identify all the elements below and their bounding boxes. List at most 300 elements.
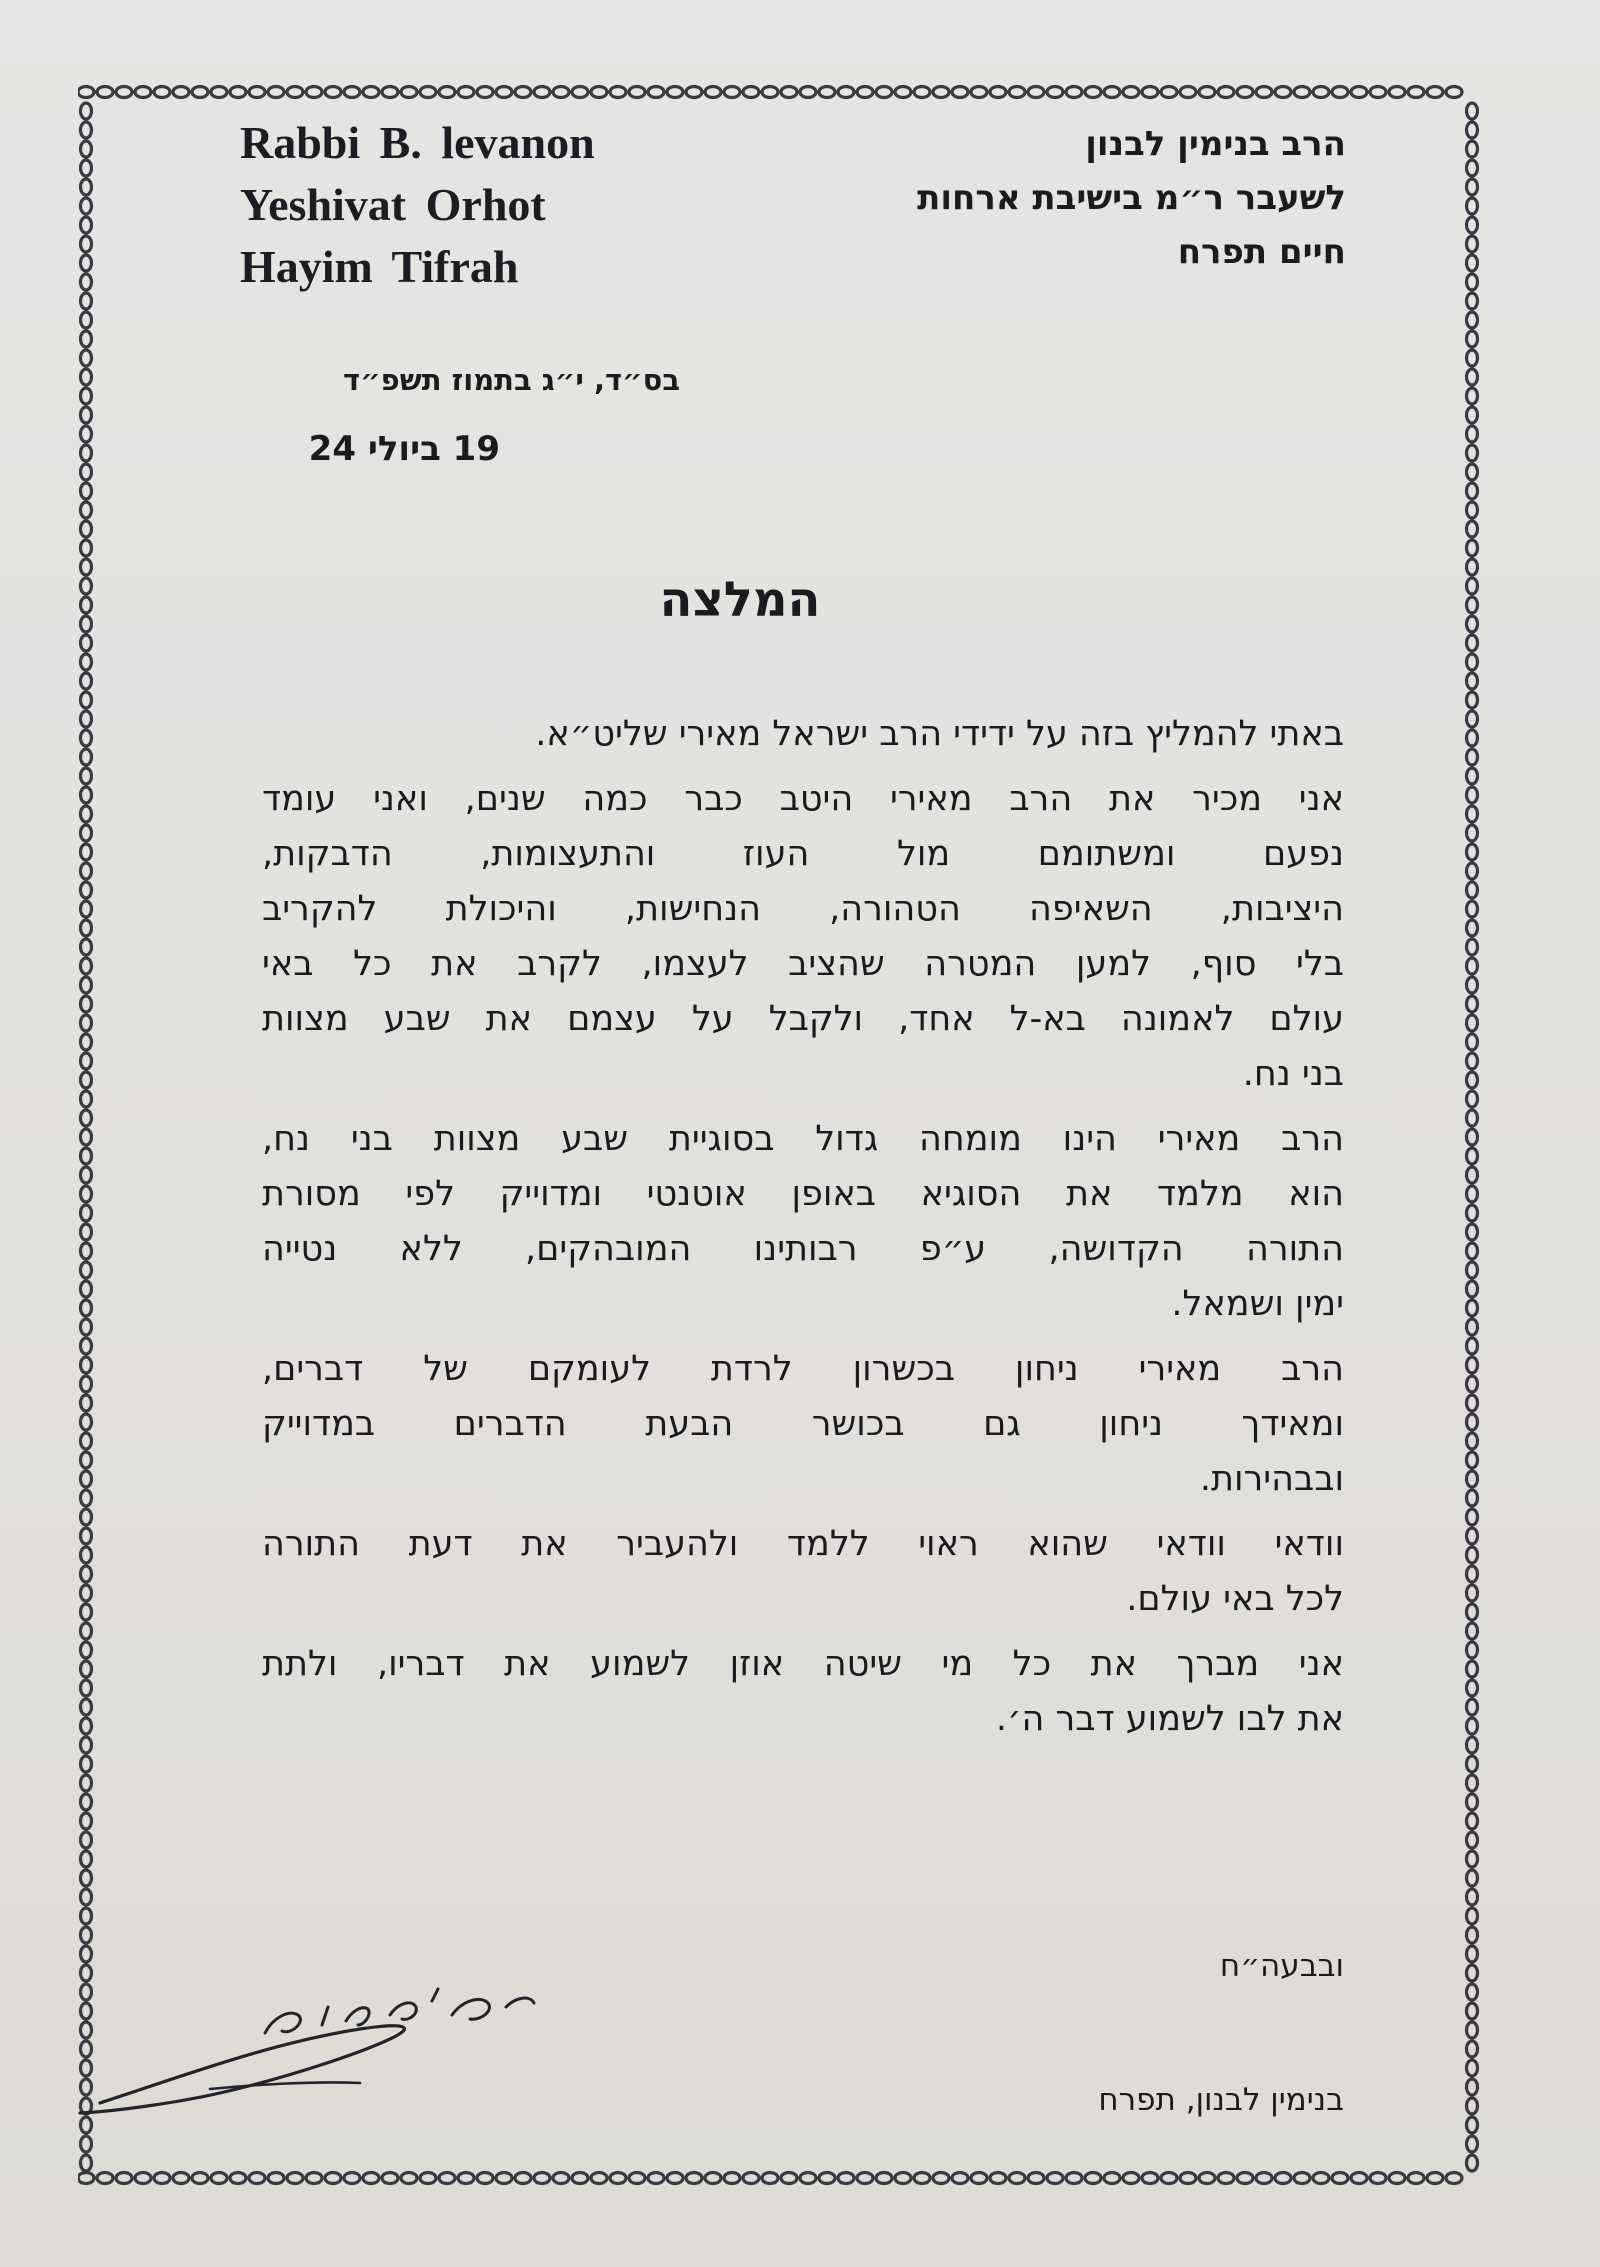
border-link: [1237, 2173, 1253, 2184]
border-link: [1467, 711, 1478, 727]
border-link: [81, 1300, 92, 1316]
border-link: [1467, 1794, 1478, 1810]
border-link: [1085, 87, 1101, 98]
border-link: [81, 1775, 92, 1791]
border-link: [401, 87, 417, 98]
border-link: [534, 2173, 550, 2184]
border-link: [1294, 87, 1310, 98]
border-link: [81, 882, 92, 898]
border-link: [1009, 2173, 1025, 2184]
hebrew-date: בס״ד, י״ג בתמוז תשפ״ד: [343, 363, 680, 397]
border-link: [325, 2173, 341, 2184]
border-link: [515, 87, 531, 98]
border-link: [287, 87, 303, 98]
letter-title: המלצה: [659, 572, 821, 628]
paragraph: [262, 1112, 1344, 1332]
border-link: [895, 87, 911, 98]
border-link: [1467, 1699, 1478, 1715]
body-line: ימין ושמאל.: [1171, 1284, 1344, 1324]
border-link: [553, 2173, 569, 2184]
border-link: [306, 2173, 322, 2184]
english-letterhead: [240, 112, 760, 298]
border-link: [1467, 1528, 1478, 1544]
border-link: [81, 445, 92, 461]
border-link: [591, 2173, 607, 2184]
border-link: [800, 87, 816, 98]
border-link: [1467, 1490, 1478, 1506]
border-link: [81, 825, 92, 841]
border-link: [1467, 540, 1478, 556]
border-link: [1085, 2173, 1101, 2184]
border-link: [1467, 502, 1478, 518]
border-link: [1467, 635, 1478, 651]
border-link: [81, 1699, 92, 1715]
border-link: [496, 87, 512, 98]
border-link: [610, 87, 626, 98]
body-line: ובבהירות.: [1199, 1459, 1344, 1499]
border-link: [477, 2173, 493, 2184]
border-link: [591, 87, 607, 98]
border-link: [1218, 87, 1234, 98]
border-link: [1467, 160, 1478, 176]
border-link: [1275, 87, 1291, 98]
border-link: [1467, 521, 1478, 537]
signer-name: בנימין לבנון, תפרח: [1098, 2082, 1344, 2118]
border-link: [81, 1623, 92, 1639]
border-link: [1467, 407, 1478, 423]
border-link: [439, 2173, 455, 2184]
border-link: [268, 2173, 284, 2184]
border-link: [81, 1547, 92, 1563]
border-link: [81, 1908, 92, 1924]
border-link: [81, 1794, 92, 1810]
border-link: [401, 2173, 417, 2184]
border-link: [81, 1680, 92, 1696]
border-link: [1142, 87, 1158, 98]
border-link: [420, 87, 436, 98]
border-link: [458, 87, 474, 98]
body-line: וודאי וודאי שהוא ראוי ללמד ולהעביר את דעת התורה: [262, 1524, 1344, 1564]
border-link: [1467, 388, 1478, 404]
border-link: [81, 768, 92, 784]
border-link: [81, 312, 92, 328]
border-link: [81, 559, 92, 575]
border-link: [1467, 1129, 1478, 1145]
border-link: [1467, 2155, 1478, 2171]
body-line: התורה הקדושה, ע״פ רבותינו המובהקים, ללא נטייה: [262, 1229, 1344, 1269]
border-link: [81, 1224, 92, 1240]
border-link: [363, 2173, 379, 2184]
border-link: [1467, 198, 1478, 214]
border-link: [382, 87, 398, 98]
border-link: [81, 692, 92, 708]
border-link: [81, 1452, 92, 1468]
body-line: לכל באי עולם.: [1126, 1579, 1344, 1619]
border-link: [81, 1661, 92, 1677]
border-link: [81, 1376, 92, 1392]
border-link: [81, 1965, 92, 1981]
border-link: [1467, 768, 1478, 784]
border-link: [135, 2173, 151, 2184]
body-line: בלי סוף, למען המטרה שהציב לעצמו, לקרב את כל באי: [262, 944, 1344, 984]
border-link: [1467, 2136, 1478, 2152]
border-link: [876, 2173, 892, 2184]
border-link: [629, 2173, 645, 2184]
border-link: [1467, 2060, 1478, 2076]
border-link: [1467, 1186, 1478, 1202]
border-link: [116, 87, 132, 98]
body-line: עולם לאמונה בא-ל אחד, ולקבל על עצמם את שבע מצוות: [262, 999, 1344, 1039]
border-link: [81, 1091, 92, 1107]
border-link: [610, 2173, 626, 2184]
border-link: [1389, 87, 1405, 98]
border-link: [1467, 1034, 1478, 1050]
border-link: [1467, 1642, 1478, 1658]
border-link: [81, 1433, 92, 1449]
border-link: [81, 1262, 92, 1278]
border-link: [1467, 1262, 1478, 1278]
border-link: [1467, 2022, 1478, 2038]
border-link: [1467, 1300, 1478, 1316]
border-link: [1467, 2041, 1478, 2057]
paragraph: [262, 1637, 1344, 1747]
border-link: [1467, 578, 1478, 594]
border-link: [382, 2173, 398, 2184]
border-link: [81, 806, 92, 822]
border-link: [1467, 1946, 1478, 1962]
border-link: [1467, 293, 1478, 309]
border-link: [81, 1053, 92, 1069]
border-link: [81, 2155, 92, 2171]
border-link: [192, 2173, 208, 2184]
border-link: [1467, 445, 1478, 461]
border-link: [81, 597, 92, 613]
border-link: [81, 255, 92, 271]
border-link: [1467, 331, 1478, 347]
border-link: [81, 483, 92, 499]
border-link: [1467, 1585, 1478, 1601]
border-link: [1467, 1737, 1478, 1753]
paragraph: [262, 1517, 1344, 1627]
border-link: [819, 2173, 835, 2184]
border-link: [1467, 236, 1478, 252]
border-link: [1467, 692, 1478, 708]
border-link: [629, 87, 645, 98]
border-link: [990, 2173, 1006, 2184]
border-link: [1467, 1889, 1478, 1905]
border-link: [781, 87, 797, 98]
border-link: [1199, 2173, 1215, 2184]
border-link: [97, 87, 113, 98]
border-link: [1332, 87, 1348, 98]
border-link: [81, 1357, 92, 1373]
border-link: [81, 1281, 92, 1297]
border-link: [1467, 1509, 1478, 1525]
border-link: [287, 2173, 303, 2184]
border-link: [1467, 103, 1478, 119]
border-link: [1467, 1452, 1478, 1468]
border-link: [192, 87, 208, 98]
border-link: [1467, 597, 1478, 613]
border-link: [1467, 958, 1478, 974]
border-link: [553, 87, 569, 98]
border-link: [1467, 483, 1478, 499]
paragraph: [262, 707, 1344, 762]
border-link: [1467, 1927, 1478, 1943]
border-link: [81, 844, 92, 860]
border-link: [1467, 369, 1478, 385]
border-link: [97, 2173, 113, 2184]
border-link: [952, 87, 968, 98]
border-link: [81, 1338, 92, 1354]
border-link: [1467, 1984, 1478, 2000]
border-link: [1218, 2173, 1234, 2184]
border-link: [81, 996, 92, 1012]
border-link: [78, 87, 94, 98]
border-link: [439, 87, 455, 98]
border-link: [1180, 87, 1196, 98]
border-link: [1467, 350, 1478, 366]
border-link: [81, 1946, 92, 1962]
border-link: [81, 1528, 92, 1544]
border-link: [81, 1509, 92, 1525]
border-link: [838, 2173, 854, 2184]
border-link: [81, 1585, 92, 1601]
border-link: [81, 350, 92, 366]
border-link: [268, 87, 284, 98]
border-link: [81, 1015, 92, 1031]
border-link: [1467, 1376, 1478, 1392]
border-link: [572, 87, 588, 98]
border-link: [211, 2173, 227, 2184]
border-link: [1467, 996, 1478, 1012]
border-link: [81, 1129, 92, 1145]
border-link: [81, 1471, 92, 1487]
letterhead-yeshiva-he: לשעבר ר״מ בישיבת ארחות: [917, 178, 1346, 218]
border-link: [81, 369, 92, 385]
border-link: [1104, 87, 1120, 98]
border-link: [1408, 87, 1424, 98]
closing-phrase: ובבעה״ח: [1219, 1948, 1344, 1984]
border-link: [1467, 616, 1478, 632]
border-link: [1467, 1832, 1478, 1848]
border-link: [515, 2173, 531, 2184]
border-link: [81, 1414, 92, 1430]
border-link: [724, 87, 740, 98]
border-link: [1467, 1471, 1478, 1487]
border-link: [81, 901, 92, 917]
body-line: אני מברך את כל מי שיטה אוזן לשמוע את דבריו, ולתת: [262, 1644, 1344, 1684]
border-link: [81, 160, 92, 176]
border-link: [1370, 87, 1386, 98]
border-link: [173, 87, 189, 98]
border-link: [990, 87, 1006, 98]
border-link: [1467, 426, 1478, 442]
border-link: [81, 217, 92, 233]
border-link: [1028, 87, 1044, 98]
border-link: [1467, 1566, 1478, 1582]
border-link: [1408, 2173, 1424, 2184]
border-link: [81, 1718, 92, 1734]
border-link: [81, 388, 92, 404]
border-link: [1028, 2173, 1044, 2184]
border-link: [895, 2173, 911, 2184]
border-link: [1467, 1072, 1478, 1088]
border-link: [1467, 464, 1478, 480]
border-link: [1467, 1604, 1478, 1620]
border-link: [81, 179, 92, 195]
border-link: [1467, 673, 1478, 689]
border-link: [1467, 844, 1478, 860]
body-line: הוא מלמד את הסוגיא באופן אוטנטי ומדוייק לפי מסורת: [262, 1174, 1344, 1214]
border-link: [81, 407, 92, 423]
border-link: [1467, 255, 1478, 271]
border-link: [1467, 1015, 1478, 1031]
border-link: [81, 198, 92, 214]
border-link: [1467, 654, 1478, 670]
border-link: [81, 293, 92, 309]
paragraph: [262, 772, 1344, 1102]
border-link: [81, 673, 92, 689]
border-link: [1467, 1718, 1478, 1734]
border-link: [1467, 274, 1478, 290]
border-link: [1467, 920, 1478, 936]
border-link: [857, 87, 873, 98]
border-link: [1467, 977, 1478, 993]
border-link: [306, 87, 322, 98]
border-link: [81, 1395, 92, 1411]
border-link: [1351, 87, 1367, 98]
border-link: [1066, 87, 1082, 98]
border-link: [1467, 1205, 1478, 1221]
border-link: [81, 1034, 92, 1050]
border-link: [1467, 1414, 1478, 1430]
border-link: [838, 87, 854, 98]
border-link: [1467, 2079, 1478, 2095]
border-link: [81, 958, 92, 974]
border-link: [1104, 2173, 1120, 2184]
border-link: [363, 87, 379, 98]
border-link: [1467, 730, 1478, 746]
border-link: [154, 2173, 170, 2184]
border-link: [1467, 825, 1478, 841]
border-link: [81, 1490, 92, 1506]
border-link: [81, 863, 92, 879]
border-link: [1467, 1680, 1478, 1696]
border-link: [1467, 1965, 1478, 1981]
border-link: [1256, 2173, 1272, 2184]
border-link: [249, 87, 265, 98]
border-link: [81, 711, 92, 727]
border-link: [81, 654, 92, 670]
border-link: [81, 236, 92, 252]
border-link: [667, 2173, 683, 2184]
border-link: [81, 616, 92, 632]
border-link: [1467, 1110, 1478, 1126]
border-link: [800, 2173, 816, 2184]
border-link: [81, 578, 92, 594]
border-link: [933, 87, 949, 98]
border-link: [1427, 87, 1443, 98]
border-link: [1294, 2173, 1310, 2184]
letterhead-place-he: חיים תפרח: [1177, 232, 1346, 272]
border-link: [81, 1186, 92, 1202]
letterhead-name-en: Rabbi B. levanon: [240, 117, 595, 168]
border-link: [1161, 87, 1177, 98]
border-link: [81, 1642, 92, 1658]
border-link: [1161, 2173, 1177, 2184]
border-link: [81, 1319, 92, 1335]
letter-body: [262, 707, 1344, 1757]
border-link: [81, 977, 92, 993]
border-link: [249, 2173, 265, 2184]
border-link: [1467, 901, 1478, 917]
border-link: [81, 464, 92, 480]
border-link: [81, 1756, 92, 1772]
border-link: [135, 87, 151, 98]
border-link: [1467, 1224, 1478, 1240]
border-link: [1123, 2173, 1139, 2184]
border-link: [1467, 2098, 1478, 2114]
border-link: [781, 2173, 797, 2184]
border-link: [1256, 87, 1272, 98]
border-link: [230, 87, 246, 98]
border-link: [81, 1927, 92, 1943]
border-link: [1467, 1775, 1478, 1791]
border-link: [819, 87, 835, 98]
border-link: [81, 274, 92, 290]
border-link: [914, 87, 930, 98]
border-link: [1389, 2173, 1405, 2184]
paragraph: [262, 1342, 1344, 1507]
border-link: [1199, 87, 1215, 98]
border-link: [1351, 2173, 1367, 2184]
border-link: [477, 87, 493, 98]
border-link: [81, 540, 92, 556]
border-link: [667, 87, 683, 98]
body-line: אני מכיר את הרב מאירי היטב כבר כמה שנים, ואני עומד: [262, 779, 1344, 819]
border-link: [762, 2173, 778, 2184]
border-link: [1427, 2173, 1443, 2184]
border-link: [81, 103, 92, 119]
border-link: [857, 2173, 873, 2184]
border-link: [81, 730, 92, 746]
border-link: [971, 2173, 987, 2184]
border-link: [1467, 1091, 1478, 1107]
border-link: [81, 426, 92, 442]
border-link: [230, 2173, 246, 2184]
border-link: [81, 1851, 92, 1867]
border-link: [724, 2173, 740, 2184]
border-link: [81, 1205, 92, 1221]
border-link: [1275, 2173, 1291, 2184]
border-link: [952, 2173, 968, 2184]
border-link: [743, 2173, 759, 2184]
body-line: באתי להמליץ בזה על ידידי הרב ישראל מאירי שליט״א.: [535, 714, 1344, 754]
border-link: [496, 2173, 512, 2184]
border-link: [1467, 2117, 1478, 2133]
border-link: [1009, 87, 1025, 98]
border-link: [81, 2136, 92, 2152]
border-link: [1370, 2173, 1386, 2184]
border-link: [1467, 141, 1478, 157]
border-link: [1313, 87, 1329, 98]
border-link: [572, 2173, 588, 2184]
border-link: [705, 2173, 721, 2184]
border-link: [648, 87, 664, 98]
border-link: [1467, 863, 1478, 879]
border-link: [1446, 2173, 1462, 2184]
